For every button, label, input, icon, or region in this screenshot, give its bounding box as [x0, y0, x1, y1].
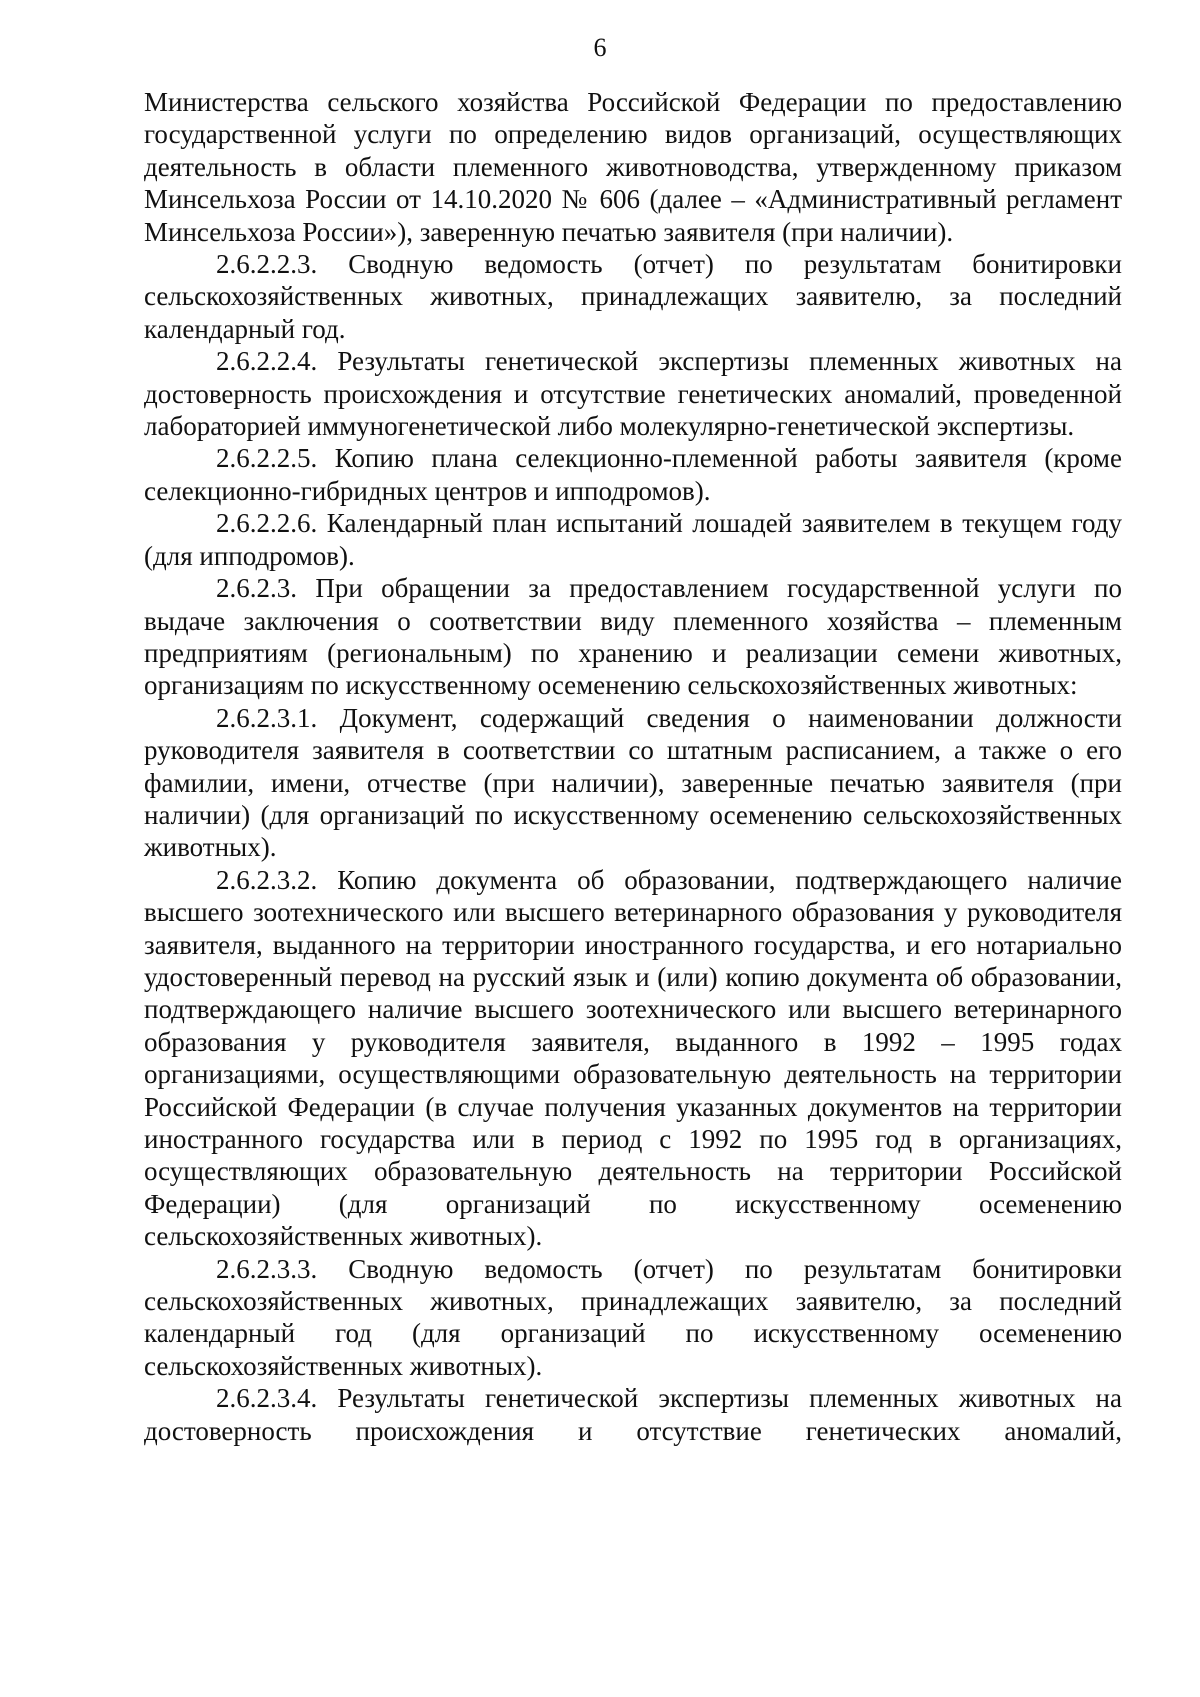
paragraph-2-6-2-2-3: 2.6.2.2.3. Сводную ведомость (отчет) по результатам бонитировки сельскохозяйственных животных, принадлежащих заявителю, за последний календарный год.: [144, 249, 1122, 344]
paragraph-regulation-continuation: Министерства сельского хозяйства Российской Федерации по предоставлению государственной услуги по определению видов организаций, осуществляющих деятельность в области племенного животноводства, утвержденному приказом Минсельхоза России от 14.10.2020 № 606 (далее – «Административный регламент Минсельхоза России»), заверенную печатью заявителя (при наличии).: [144, 87, 1122, 247]
paragraph-2-6-2-2-4: 2.6.2.2.4. Результаты генетической экспертизы племенных животных на достоверность происхождения и отсутствие генетических аномалий, проведенной лабораторией иммуногенетической либо молекулярно-генетической экспертизы.: [144, 346, 1122, 442]
paragraph-2-6-2-3-2: 2.6.2.3.2. Копию документа об образовании, подтверждающего наличие высшего зоотехнического или высшего ветеринарного образования у руководителя заявителя, выданного на территории иностранного государства, и его нотариально удостоверенный перевод на русский язык и (или) копию документа об образовании, подтверждающего наличие высшего зоотехнического или высшего ветеринарного образования у руководителя заявителя, выданного в 1992 – 1995 годах организациями, осуществляющими образовательную деятельность на территории Российской Федерации (в случае получения указанных документов на территории иностранного государства или в период с 1992 по 1995 год в организациях, осуществляющих образовательную деятельность на территории Российской Федерации) (для организаций по искусственному осеменению сельскохозяйственных животных).: [144, 864, 1122, 1252]
paragraph-2-6-2-3: 2.6.2.3. При обращении за предоставлением государственной услуги по выдаче заключения о соответствии виду племенного хозяйства – племенным предприятиям (региональным) по хранению и реализации семени животных, организациям по искусственному осеменению сельскохозяйственных животных:: [144, 573, 1122, 701]
document-body: [144, 86, 1122, 1447]
paragraph-2-6-2-3-1: 2.6.2.3.1. Документ, содержащий сведения о наименовании должности руководителя заявителя в соответствии со штатным расписанием, а также о его фамилии, имени, отчестве (при наличии), заверенные печатью заявителя (при наличии) (для организаций по искусственному осеменению сельскохозяйственных животных).: [144, 702, 1122, 863]
paragraph-2-6-2-3-3: 2.6.2.3.3. Сводную ведомость (отчет) по результатам бонитировки сельскохозяйственных животных, принадлежащих заявителю, за последний календарный год (для организаций по искусственному осеменению сельскохозяйственных животных).: [144, 1253, 1122, 1381]
paragraph-2-6-2-2-5: 2.6.2.2.5. Копию плана селекционно-племенной работы заявителя (кроме селекционно-гибридных центров и ипподромов).: [144, 443, 1122, 506]
page-number: 6: [593, 33, 607, 62]
paragraph-2-6-2-2-6: 2.6.2.2.6. Календарный план испытаний лошадей заявителем в текущем году (для ипподромов).: [144, 508, 1122, 571]
paragraph-2-6-2-3-4: 2.6.2.3.4. Результаты генетической экспертизы племенных животных на достоверность происхождения и отсутствие генетических аномалий,: [144, 1383, 1122, 1446]
